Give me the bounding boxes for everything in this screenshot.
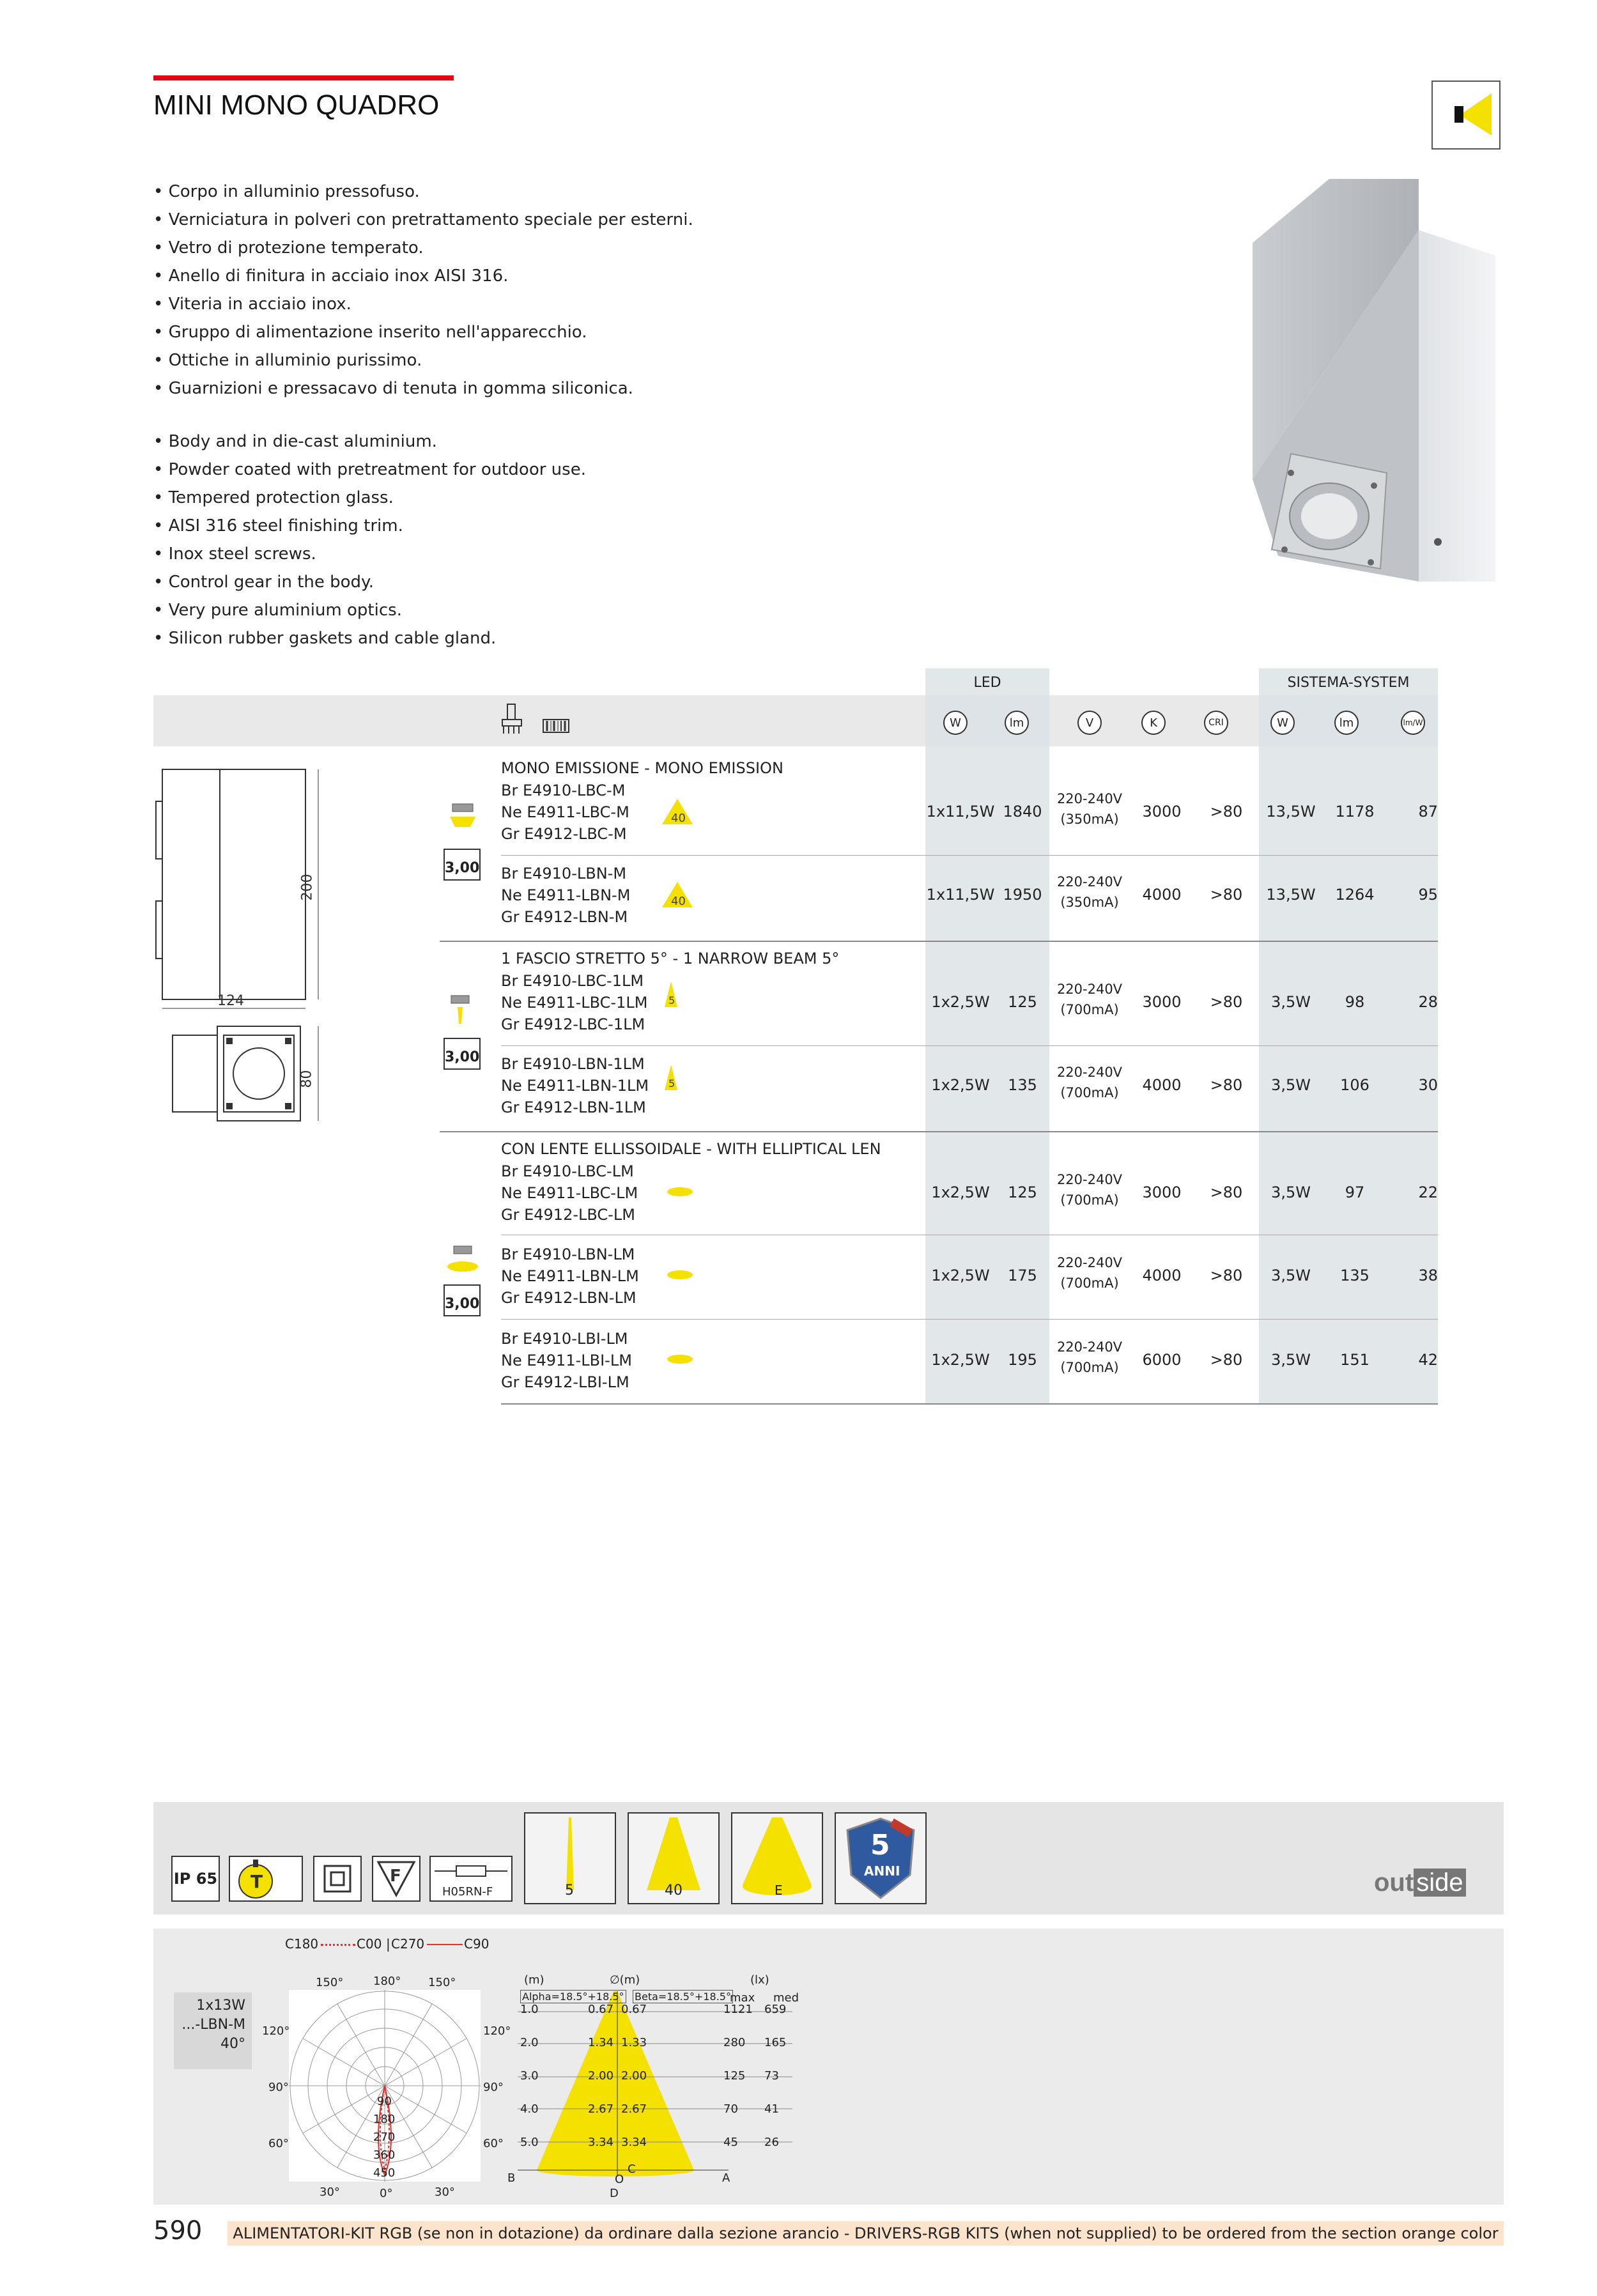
current: (700mA) (1060, 1002, 1119, 1017)
f-mark-icon (372, 1856, 420, 1902)
efficacy-icon: lm/W (1401, 711, 1425, 735)
cone-point-o: O (615, 2173, 624, 2186)
led-lumen: 125 (1008, 993, 1037, 1011)
product-codes (501, 1244, 639, 1309)
feature-line: • Powder coated with pretreatment for outdoor use. (153, 460, 586, 479)
system-lumen: 106 (1340, 1076, 1369, 1094)
lumen-icon: lm (1005, 711, 1029, 735)
led-header: LED (973, 675, 1001, 691)
product-code: Ne E4911-LBC-M (501, 803, 629, 821)
voltage: 220-240V (1056, 1339, 1123, 1355)
section-title-narrow: 1 FASCIO STRETTO 5° - 1 NARROW BEAM 5° (501, 950, 840, 967)
product-codes (501, 1328, 632, 1393)
feature-line: • Gruppo di alimentazione inserito nell'apparecchio. (153, 323, 587, 342)
legend-c180: C180 (285, 1936, 319, 1952)
current: (700mA) (1060, 1192, 1119, 1208)
model-code: ...-LBN-M (181, 2017, 245, 2033)
outside-logo (1374, 1868, 1466, 1897)
max-header: max (730, 1991, 755, 2005)
ip-rating-badge: IP 65 (171, 1856, 220, 1902)
polar-angle: 30° (320, 2185, 340, 2199)
color-temperature: 3000 (1142, 993, 1182, 1011)
cone-distance: 2.0 (520, 2036, 539, 2049)
cri-value: >80 (1210, 1351, 1243, 1369)
table-header-band (153, 695, 1438, 746)
feature-line: • Ottiche in alluminio purissimo. (153, 351, 422, 370)
product-code: Gr E4912-LBC-LM (501, 1206, 635, 1224)
product-code: Ne E4911-LBC-1LM (501, 994, 648, 1012)
polar-angle: 60° (268, 2137, 289, 2150)
cone-point-d: D (610, 2187, 619, 2200)
polar-angle: 180° (373, 1975, 401, 1988)
svg-text:T: T (251, 1871, 263, 1892)
led-power: 1x2,5W (931, 1351, 990, 1369)
system-power: 3,5W (1271, 993, 1311, 1011)
polar-angle: 150° (316, 1976, 344, 1989)
section-divider (440, 941, 1438, 942)
system-power: 3,5W (1271, 1183, 1311, 1201)
led-power: 1x11,5W (926, 803, 995, 821)
product-code: Gr E4912-LBN-1LM (501, 1098, 646, 1116)
legend-c90: C90 (464, 1936, 490, 1952)
led-lumen: 125 (1008, 1183, 1037, 1201)
feature-line: • Vetro di protezione temperato. (153, 238, 424, 258)
row-divider (501, 1045, 1438, 1046)
system-power: 3,5W (1271, 1267, 1311, 1284)
beam-label-narrow: 5 (565, 1883, 574, 1899)
distance-unit: (m) (524, 1973, 544, 1987)
cone-point-c: C (628, 2162, 636, 2176)
model-power: 1x13W (196, 1998, 245, 2014)
cone-diameter-b: 3.34 (621, 2136, 647, 2149)
color-temperature: 3000 (1142, 803, 1182, 821)
feature-line: • Verniciatura in polveri con pretrattamento speciale per esterni. (153, 210, 693, 229)
lux-med: 73 (764, 2069, 779, 2083)
product-photo (1253, 173, 1502, 607)
voltage: 220-240V (1056, 874, 1123, 890)
title-accent-bar (153, 75, 454, 81)
product-code: Gr E4912-LBN-LM (501, 1289, 636, 1307)
system-watt-icon: W (1270, 711, 1295, 735)
alpha-label: Alpha=18.5°+18.5° (520, 1990, 626, 2003)
cone-distance: 5.0 (520, 2136, 539, 2149)
product-code: Gr E4912-LBN-M (501, 908, 628, 926)
feature-line: • Anello di finitura in acciaio inox AISI 316. (153, 266, 509, 286)
weight-badge: 3,00 (444, 849, 481, 881)
product-code: Br E4910-LBC-1LM (501, 972, 644, 990)
elliptical-beam-icon (667, 1187, 693, 1196)
lux-med: 165 (764, 2036, 787, 2049)
polar-value: 90 (377, 2095, 392, 2108)
diameter-unit: ∅(m) (610, 1973, 640, 1987)
system-lumen: 1264 (1335, 886, 1375, 904)
dimension-height: 200 (299, 874, 316, 901)
product-code: Ne E4911-LBN-M (501, 886, 631, 904)
feature-line: • Body and in die-cast aluminium. (153, 432, 437, 451)
feature-line: • Silicon rubber gaskets and cable gland. (153, 629, 497, 648)
polar-value: 360 (373, 2148, 396, 2162)
logo-text-out: out (1374, 1868, 1414, 1897)
product-code: Ne E4911-LBN-LM (501, 1267, 639, 1285)
beta-label: Beta=18.5°+18.5° (633, 1990, 733, 2003)
feature-line: • Guarnizioni e pressacavo di tenuta in gomma siliconica. (153, 379, 633, 398)
cri-value: >80 (1210, 993, 1243, 1011)
product-code: Ne E4911-LBN-1LM (501, 1077, 649, 1095)
efficacy: 87 (1418, 803, 1438, 821)
elliptical-lens-luminaire-icon (445, 1245, 481, 1275)
product-code: Br E4910-LBN-M (501, 865, 627, 882)
cone-point-b: B (507, 2171, 516, 2185)
legend-solid-line (427, 1944, 463, 1945)
cone-diameter-a: 1.34 (588, 2036, 614, 2049)
row-divider (501, 855, 1438, 856)
cone-diameter-a: 2.67 (588, 2102, 614, 2116)
polar-angle: 90° (268, 2081, 289, 2094)
system-lumen: 1178 (1335, 803, 1375, 821)
legend-sep: | (386, 1936, 390, 1952)
lux-med: 41 (764, 2102, 779, 2116)
warranty-text: ANNI (864, 1863, 900, 1879)
table-bottom-rule (501, 1403, 1438, 1405)
cone-diameter-a: 3.34 (588, 2136, 614, 2149)
lux-max: 45 (723, 2136, 738, 2149)
voltage: 220-240V (1056, 791, 1123, 806)
cri-icon: CRI (1204, 711, 1228, 735)
med-header: med (773, 1991, 799, 2005)
illuminance-cone-diagram (518, 1987, 792, 2179)
page-title: MINI MONO QUADRO (153, 89, 440, 121)
voltage: 220-240V (1056, 1172, 1123, 1187)
feature-line: • Control gear in the body. (153, 573, 374, 592)
lux-unit: (lx) (750, 1973, 769, 1987)
cone-diameter-b: 2.00 (621, 2069, 647, 2083)
kelvin-icon: K (1141, 711, 1166, 735)
led-lumen: 175 (1008, 1267, 1037, 1284)
product-codes (501, 1160, 638, 1226)
system-power: 3,5W (1271, 1351, 1311, 1369)
beam-angle-label: 40 (671, 812, 686, 825)
system-header: SISTEMA-SYSTEM (1287, 675, 1410, 691)
voltage: 220-240V (1056, 982, 1123, 997)
beam-label-elliptical: E (775, 1883, 783, 1898)
led-power: 1x2,5W (931, 1183, 990, 1201)
lux-max: 280 (723, 2036, 746, 2049)
cone-distance: 4.0 (520, 2102, 539, 2116)
cone-distance: 3.0 (520, 2069, 539, 2083)
product-codes (501, 780, 629, 845)
product-code: Ne E4911-LBC-LM (501, 1184, 638, 1202)
system-lumen: 151 (1340, 1351, 1369, 1369)
feature-line: • AISI 316 steel finishing trim. (153, 516, 403, 535)
product-code: Br E4910-LBC-LM (501, 1162, 634, 1180)
feature-line: • Viteria in acciaio inox. (153, 295, 351, 314)
efficacy: 38 (1418, 1267, 1438, 1284)
svg-text:F: F (390, 1867, 401, 1886)
feature-line: • Corpo in alluminio pressofuso. (153, 182, 420, 201)
product-codes (501, 970, 647, 1035)
volt-icon: V (1077, 711, 1102, 735)
cri-value: >80 (1210, 803, 1243, 821)
class-two-insulation-icon (313, 1856, 362, 1902)
features-italian (153, 178, 693, 403)
section-title-elliptical: CON LENTE ELLISSOIDALE - WITH ELLIPTICAL LEN (501, 1140, 881, 1158)
product-code: Gr E4912-LBC-M (501, 825, 627, 843)
beam-label-medium: 40 (665, 1883, 683, 1899)
cri-value: >80 (1210, 1183, 1243, 1201)
section-title-mono: MONO EMISSIONE - MONO EMISSION (501, 759, 783, 777)
color-temperature: 4000 (1142, 886, 1182, 904)
product-code: Br E4910-LBN-LM (501, 1245, 635, 1263)
cone-point-a: A (722, 2171, 730, 2185)
system-power: 13,5W (1266, 886, 1316, 904)
wall-light-category-icon (1431, 81, 1501, 150)
product-code: Gr E4912-LBC-1LM (501, 1015, 645, 1033)
efficacy: 28 (1418, 993, 1438, 1011)
current: (700mA) (1060, 1360, 1119, 1375)
efficacy: 95 (1418, 886, 1438, 904)
features-english (153, 428, 586, 652)
polar-angle: 0° (380, 2187, 393, 2200)
cri-value: >80 (1210, 1076, 1243, 1094)
current: (700mA) (1060, 1085, 1119, 1100)
led-power: 1x11,5W (926, 886, 995, 904)
watt-icon: W (943, 711, 968, 735)
cri-value: >80 (1210, 886, 1243, 904)
feature-line: • Inox steel screws. (153, 544, 316, 564)
polar-angle: 120° (262, 2024, 290, 2038)
section-divider (440, 1131, 1438, 1132)
efficacy: 42 (1418, 1351, 1438, 1369)
cable-type-label: H05RN-F (442, 1885, 493, 1899)
lux-max: 1121 (723, 2003, 753, 2016)
system-lumen: 135 (1340, 1267, 1369, 1284)
led-power: 1x2,5W (931, 1076, 990, 1094)
beam-angle-label: 5 (668, 994, 675, 1006)
cone-diameter-b: 2.67 (621, 2102, 647, 2116)
lux-med: 26 (764, 2136, 779, 2149)
feature-line: • Tempered protection glass. (153, 488, 394, 507)
cone-diameter-b: 0.67 (621, 2003, 647, 2016)
system-lumen-icon: lm (1334, 711, 1359, 735)
cone-distance: 1.0 (520, 2003, 539, 2016)
model-beam: 40° (220, 2036, 245, 2052)
led-columns-bg (925, 746, 1049, 1403)
current: (700mA) (1060, 1275, 1119, 1291)
led-lumen: 195 (1008, 1351, 1037, 1369)
footnote-banner: ALIMENTATORI-KIT RGB (se non in dotazione) da ordinare dalla sezione arancio - DRIVERS-RGB KITS (when not supplied) to be ordered from the section orange color (228, 2221, 1504, 2246)
elliptical-beam-icon (667, 1355, 693, 1364)
system-columns-bg (1259, 746, 1438, 1403)
beam-angle-label: 5 (668, 1077, 675, 1090)
lux-med: 659 (764, 2003, 787, 2016)
cone-diameter-a: 0.67 (588, 2003, 614, 2016)
finish-and-code-icon (501, 702, 571, 736)
row-divider (501, 1319, 1438, 1320)
lux-max: 70 (723, 2102, 738, 2116)
polar-angle: 120° (483, 2024, 511, 2038)
current: (350mA) (1060, 895, 1119, 910)
narrow-beam-luminaire-icon (447, 994, 473, 1026)
system-power: 3,5W (1271, 1076, 1311, 1094)
voltage: 220-240V (1056, 1065, 1123, 1080)
product-code: Br E4910-LBC-M (501, 782, 626, 799)
cri-value: >80 (1210, 1267, 1243, 1284)
polar-value: 270 (373, 2130, 396, 2144)
weight-badge: 3,00 (444, 1284, 481, 1316)
page-number: 590 (153, 2216, 203, 2246)
dimension-depth: 80 (298, 1070, 315, 1088)
temperature-class-icon (229, 1856, 303, 1902)
led-lumen: 1840 (1003, 803, 1042, 821)
feature-line: • Very pure aluminium optics. (153, 601, 402, 620)
polar-value: 450 (373, 2166, 396, 2180)
led-power: 1x2,5W (931, 1267, 990, 1284)
logo-text-side: side (1414, 1868, 1465, 1897)
elliptical-beam-icon (667, 1270, 693, 1279)
color-temperature: 3000 (1142, 1183, 1182, 1201)
led-lumen: 135 (1008, 1076, 1037, 1094)
dimension-width: 124 (217, 993, 244, 1009)
product-code: Ne E4911-LBI-LM (501, 1352, 632, 1369)
lux-max: 125 (723, 2069, 746, 2083)
product-code: Br E4910-LBI-LM (501, 1330, 628, 1348)
system-power: 13,5W (1266, 803, 1316, 821)
polar-angle: 150° (428, 1976, 456, 1989)
efficacy: 30 (1418, 1076, 1438, 1094)
polar-angle: 60° (483, 2137, 504, 2150)
polar-angle: 30° (435, 2185, 455, 2199)
product-code: Gr E4912-LBI-LM (501, 1373, 629, 1391)
beam-angle-label: 40 (671, 895, 686, 908)
warranty-years: 5 (870, 1829, 890, 1861)
product-code: Br E4910-LBN-1LM (501, 1055, 645, 1073)
legend-c270: C270 (391, 1936, 425, 1952)
technical-drawing (153, 767, 345, 1125)
polar-value: 180 (373, 2113, 396, 2126)
efficacy: 22 (1418, 1183, 1438, 1201)
color-temperature: 6000 (1142, 1351, 1182, 1369)
led-lumen: 1950 (1003, 886, 1042, 904)
product-codes (501, 1053, 649, 1118)
system-lumen: 97 (1345, 1183, 1365, 1201)
weight-badge: 3,00 (444, 1038, 481, 1070)
polar-angle: 90° (483, 2081, 504, 2094)
cone-diameter-a: 2.00 (588, 2069, 614, 2083)
led-power: 1x2,5W (931, 993, 990, 1011)
system-lumen: 98 (1345, 993, 1365, 1011)
legend-dotted-line (321, 1944, 355, 1946)
voltage: 220-240V (1056, 1255, 1123, 1270)
current: (350mA) (1060, 812, 1119, 827)
legend-c00: C00 (357, 1936, 382, 1952)
color-temperature: 4000 (1142, 1076, 1182, 1094)
mono-emission-luminaire-icon (445, 803, 481, 828)
product-codes (501, 863, 630, 928)
cone-diameter-b: 1.33 (621, 2036, 647, 2049)
color-temperature: 4000 (1142, 1267, 1182, 1284)
